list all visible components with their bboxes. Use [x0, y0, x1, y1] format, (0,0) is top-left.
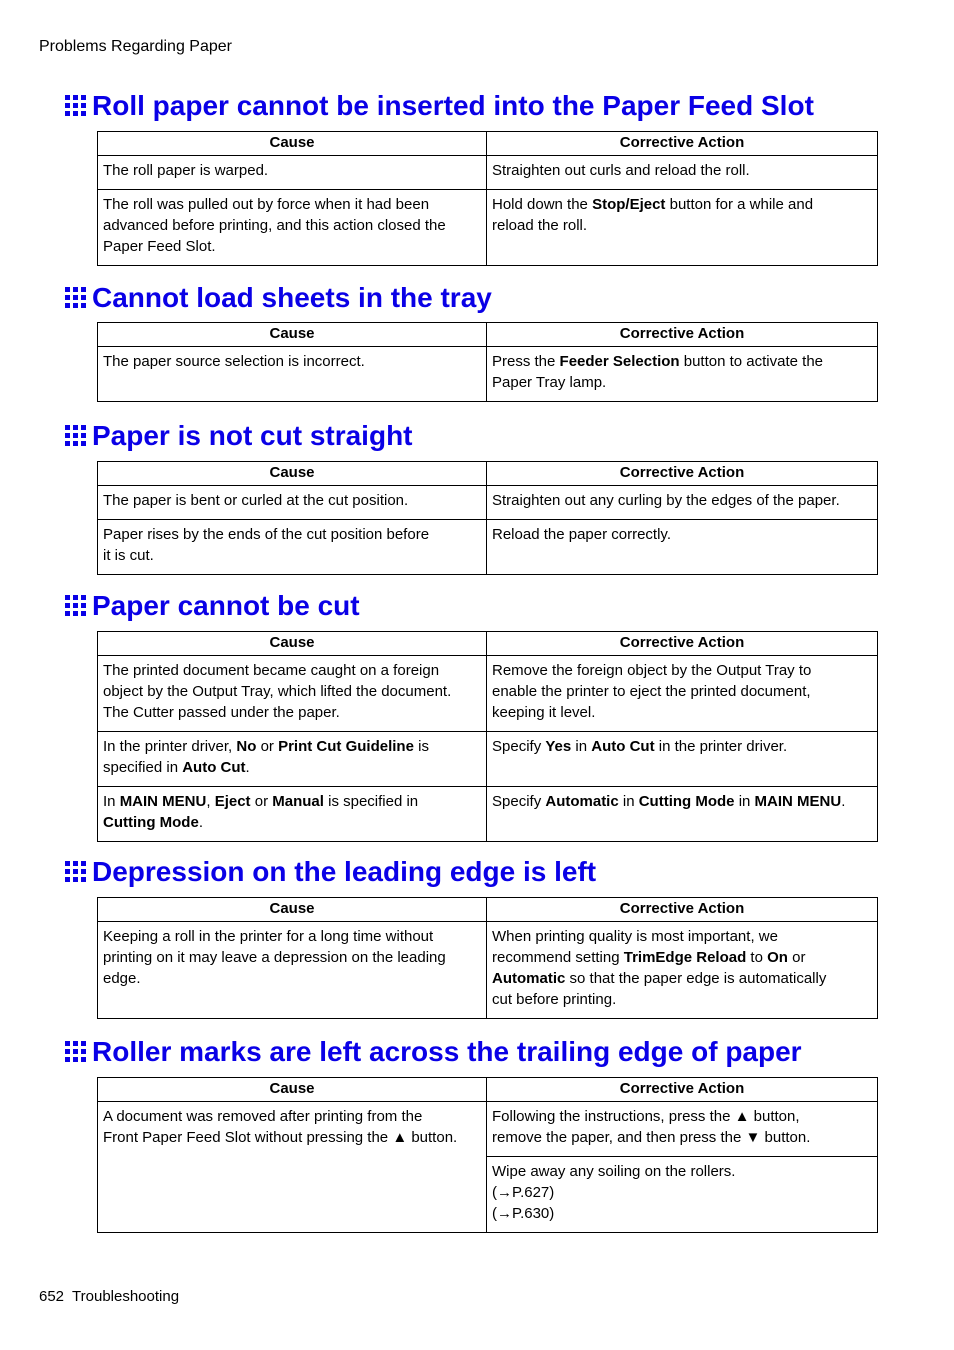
action-text: Following the instructions, press the ▲ button, [492, 1108, 800, 1125]
action-text: recommend setting TrimEdge Reload to On or [492, 949, 806, 966]
table-row [98, 922, 878, 1019]
action-text: Straighten out curls and reload the roll. [492, 162, 750, 179]
cause-header: Cause [98, 132, 487, 156]
setting-name: Print Cut Guideline [278, 738, 414, 755]
action-text: Hold down the Stop/Eject button for a while and [492, 196, 814, 213]
cause-text: printing on it may leave a depression on the leading [103, 949, 446, 966]
action-cell [487, 156, 878, 190]
cause-text: Cutting Mode. [103, 814, 203, 831]
cause-text: Paper rises by the ends of the cut position before [103, 526, 430, 543]
section-heading [65, 281, 925, 315]
action-header: Corrective Action [487, 323, 878, 347]
section-heading [65, 1035, 925, 1069]
setting-name: Eject [214, 793, 251, 810]
section-title: Roll paper cannot be inserted into the Paper Feed Slot [92, 90, 814, 121]
cause-header: Cause [98, 323, 487, 347]
cause-action-table [97, 131, 878, 266]
cause-text: edge. [103, 970, 141, 987]
table-header-row [98, 632, 878, 656]
section-heading [65, 419, 925, 453]
cause-text: In the printer driver, No or Print Cut Guideline is [103, 738, 429, 755]
action-cell [487, 732, 878, 787]
cause-header: Cause [98, 898, 487, 922]
cause-text: Front Paper Feed Slot without pressing the ▲ button. [103, 1129, 458, 1146]
action-cell [487, 787, 878, 842]
cause-text: The roll paper is warped. [103, 162, 269, 179]
table-row [98, 787, 878, 842]
cause-text: advanced before printing, and this action closed the [103, 217, 446, 234]
cause-text: Keeping a roll in the printer for a long time without [103, 928, 434, 945]
setting-name: Yes [545, 738, 572, 755]
action-text: reload the roll. [492, 217, 588, 234]
action-text: keeping it level. [492, 704, 596, 721]
cause-text: The roll was pulled out by force when it had been [103, 196, 430, 213]
action-text: Remove the foreign object by the Output Tray to [492, 662, 812, 679]
action-text: Reload the paper correctly. [492, 526, 671, 543]
cause-action-table [97, 631, 878, 842]
cause-text: In MAIN MENU, Eject or Manual is specified in [103, 793, 419, 810]
page-number: 652 [39, 1288, 65, 1305]
cause-text: The printed document became caught on a foreign [103, 662, 440, 679]
cause-action-table [97, 461, 878, 575]
section-heading [65, 855, 925, 889]
action-cell [487, 486, 878, 520]
cause-cell [98, 520, 487, 575]
setting-name: Automatic [545, 793, 619, 810]
cause-text: specified in Auto Cut. [103, 759, 250, 776]
cause-text: The paper is bent or curled at the cut position. [103, 492, 409, 509]
action-text: Specify Automatic in Cutting Mode in MAIN MENU. [492, 793, 846, 810]
cause-text: The paper source selection is incorrect. [103, 353, 365, 370]
action-text: Straighten out any curling by the edges of the paper. [492, 492, 840, 509]
setting-name: Cutting Mode [103, 814, 199, 831]
action-text: cut before printing. [492, 991, 617, 1008]
section-title: Paper cannot be cut [92, 590, 360, 621]
action-text: Wipe away any soiling on the rollers. [492, 1163, 736, 1180]
section-heading [65, 89, 925, 123]
cause-action-table [97, 897, 878, 1019]
table-header-row [98, 132, 878, 156]
table-row [98, 486, 878, 520]
cause-cell [98, 922, 487, 1019]
cause-text: object by the Output Tray, which lifted the document. [103, 683, 452, 700]
section-title: Cannot load sheets in the tray [92, 282, 492, 313]
action-header: Corrective Action [487, 1078, 878, 1102]
action-text: Automatic so that the paper edge is automatically [492, 970, 827, 987]
action-text: Paper Tray lamp. [492, 374, 607, 391]
page-reference-link[interactable]: (→P.627) [492, 1184, 555, 1201]
grid-icon [65, 1041, 87, 1063]
action-text: enable the printer to eject the printed document, [492, 683, 811, 700]
setting-name: Auto Cut [591, 738, 655, 755]
action-text: Specify Yes in Auto Cut in the printer driver. [492, 738, 788, 755]
action-text: When printing quality is most important, we [492, 928, 778, 945]
cause-cell [98, 486, 487, 520]
setting-name: MAIN MENU [119, 793, 207, 810]
section-title: Paper is not cut straight [92, 420, 413, 451]
cause-text: Paper Feed Slot. [103, 238, 216, 255]
setting-name: MAIN MENU [754, 793, 842, 810]
action-text: remove the paper, and then press the ▼ button. [492, 1129, 811, 1146]
table-header-row [98, 323, 878, 347]
action-header: Corrective Action [487, 632, 878, 656]
action-cell [487, 1102, 878, 1157]
table-row [98, 520, 878, 575]
cause-cell [98, 347, 487, 402]
action-header: Corrective Action [487, 898, 878, 922]
table-row [98, 347, 878, 402]
table-row [98, 656, 878, 732]
setting-name: Cutting Mode [638, 793, 735, 810]
table-row [98, 732, 878, 787]
action-cell [487, 347, 878, 402]
cause-cell [98, 656, 487, 732]
action-cell [487, 922, 878, 1019]
table-header-row [98, 462, 878, 486]
section-heading [65, 589, 925, 623]
button-name: Stop/Eject [592, 196, 666, 213]
section-title: Roller marks are left across the trailing edge of paper [92, 1036, 802, 1067]
cause-header: Cause [98, 1078, 487, 1102]
running-header: Problems Regarding Paper [39, 38, 232, 55]
setting-name: Automatic [492, 970, 566, 987]
cause-cell [98, 787, 487, 842]
table-row [98, 156, 878, 190]
cause-header: Cause [98, 462, 487, 486]
action-header: Corrective Action [487, 462, 878, 486]
grid-icon [65, 95, 87, 117]
action-cell [487, 190, 878, 266]
table-header-row [98, 898, 878, 922]
cause-text: A document was removed after printing from the [103, 1108, 423, 1125]
section-title: Depression on the leading edge is left [92, 856, 597, 887]
cause-text: The Cutter passed under the paper. [103, 704, 340, 721]
footer [39, 1287, 179, 1307]
cause-cell [98, 156, 487, 190]
grid-icon [65, 425, 87, 447]
action-header: Corrective Action [487, 132, 878, 156]
setting-name: Auto Cut [182, 759, 246, 776]
table-header-row [98, 1078, 878, 1102]
action-text: Press the Feeder Selection button to activate the [492, 353, 824, 370]
page-reference-link[interactable]: (→P.630) [492, 1205, 555, 1222]
footer-section: Troubleshooting [72, 1288, 180, 1305]
setting-name: TrimEdge Reload [623, 949, 747, 966]
setting-name: No [236, 738, 257, 755]
cause-text: it is cut. [103, 547, 154, 564]
grid-icon [65, 861, 87, 883]
cause-header: Cause [98, 632, 487, 656]
cause-cell [98, 732, 487, 787]
cause-cell [98, 190, 487, 266]
table-row [98, 1102, 878, 1157]
table-row [98, 190, 878, 266]
action-cell [487, 520, 878, 575]
action-cell [487, 656, 878, 732]
setting-name: On [767, 949, 788, 966]
grid-icon [65, 595, 87, 617]
setting-name: Manual [272, 793, 324, 810]
grid-icon [65, 287, 87, 309]
cause-action-table [97, 1077, 878, 1233]
button-name: Feeder Selection [559, 353, 680, 370]
action-cell [487, 1157, 878, 1233]
cause-action-table [97, 322, 878, 402]
cause-cell [98, 1102, 487, 1233]
